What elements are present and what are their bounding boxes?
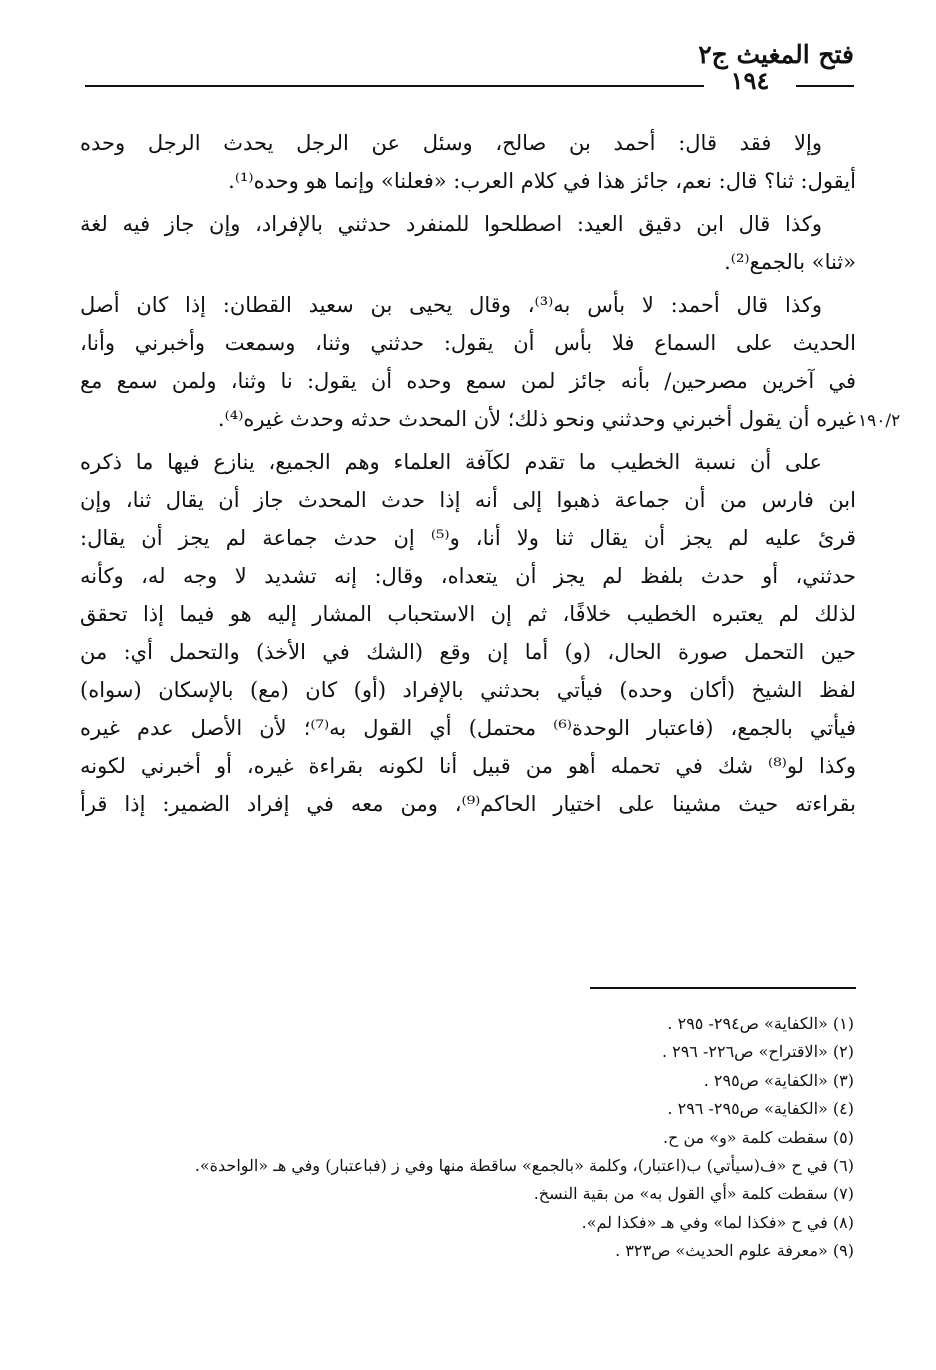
footnotes xyxy=(74,1010,854,1266)
main-text xyxy=(80,124,856,823)
text-line: «ثنا» بالجمع⁽²⁾. xyxy=(724,250,856,274)
text-line: لفظ الشيخ (أكان وحده) فيأتي بحدثني بالإفراد (أو) كان (مع) بالإسكان (سواه) xyxy=(80,678,856,702)
text-line: فيأتي بالجمع، (فاعتبار الوحدة⁽⁶⁾ محتمل) أي القول به⁽⁷⁾؛ لأن الأصل عدم غيره xyxy=(80,716,856,740)
footnote: (٣) «الكفاية» ص٢٩٥ . xyxy=(703,1070,854,1090)
running-header-title: فتح المغيث ج٢ xyxy=(698,40,854,69)
footnote: (٢) «الاقتراح» ص٢٢٦- ٢٩٦ . xyxy=(661,1042,854,1062)
header-rule-right xyxy=(796,85,854,87)
footnote: (٧) سقطت كلمة «أي القول به» من بقية النسخ. xyxy=(533,1184,854,1204)
footnote: (٨) في ح «فكذا لما» وفي هـ «فكذا لم». xyxy=(581,1212,854,1232)
text-line: في آخرين مصرحين/ بأنه جائز لمن سمع وحده أن يقول: نا وثنا، ولمن سمع مع xyxy=(80,369,856,393)
text-line: وكذا لو⁽⁸⁾ شك في تحمله أهو من قبيل أنا لكونه بقراءة غيره، أو أخبرني لكونه xyxy=(80,754,857,778)
text-line: الحديث على السماع فلا بأس أن يقول: حدثني وثنا، وسمعت وأخبرني وأنا، xyxy=(80,331,856,355)
margin-reference: ١٩٠/٢ xyxy=(858,411,901,431)
text-line: أيقول: ثنا؟ قال: نعم، جائز هذا في كلام العرب: «فعلنا» وإنما هو وحده⁽¹⁾. xyxy=(228,169,856,193)
text-line: وكذا قال أحمد: لا بأس به⁽³⁾، وقال يحيى بن سعيد القطان: إذا كان أصل xyxy=(80,293,822,317)
header-rule-left xyxy=(85,85,704,87)
footnote: (٩) «معرفة علوم الحديث» ص٣٢٣ . xyxy=(615,1241,854,1261)
text-line: حدثني، أو حدث بلفظ لم يجز أن يتعداه، وقال: إنه تشديد لا وجه له، وكأنه xyxy=(80,564,856,588)
footnote: (٦) في ح «ف(سيأتي) ب(اعتبار)، وكلمة «بالجمع» ساقطة منها وفي ز (فباعتبار) وفي هـ «الواحدة». xyxy=(194,1155,854,1175)
text-line: وكذا قال ابن دقيق العيد: اصطلحوا للمنفرد حدثني بالإفراد، وإن جاز فيه لغة xyxy=(80,212,822,236)
text-line: غيره أن يقول أخبرني وحدثني ونحو ذلك؛ لأن المحدث حدثه وحدث غيره⁽⁴⁾. xyxy=(217,407,856,431)
text-line: بقراءته حيث مشينا على اختيار الحاكم⁽⁹⁾، ومن معه في إفراد الضمير: إذا قرأ xyxy=(80,792,856,816)
footnote: (٤) «الكفاية» ص٢٩٥- ٢٩٦ . xyxy=(667,1099,854,1119)
footnote: (١) «الكفاية» ص٢٩٤- ٢٩٥ . xyxy=(667,1014,854,1033)
page-number: ١٩٤ xyxy=(730,66,770,95)
text-line: لذلك لم يعتبره الخطيب خلافًا، ثم إن الاستحباب المشار إليه هو فيما إذا تحقق xyxy=(80,602,856,626)
footnote-separator xyxy=(590,987,856,989)
text-line: قرئ عليه لم يجز أن يقال ثنا ولا أنا، و⁽⁵⁾ إن حدث جماعة لم يجز أن يقال: xyxy=(80,526,856,550)
text-line: حين التحمل صورة الحال، (و) أما إن وقع (الشك في الأخذ) والتحمل أي: من xyxy=(80,640,856,664)
text-line: ابن فارس من أن جماعة ذهبوا إلى أنه إذا حدث المحدث جاز أن يقال ثنا، وإن xyxy=(80,488,856,512)
footnote: (٥) سقطت كلمة «و» من ح. xyxy=(662,1127,854,1147)
text-line: على أن نسبة الخطيب ما تقدم لكآفة العلماء وهم الجميع، ينازع فيها ما ذكره xyxy=(80,450,822,474)
text-line: وإلا فقد قال: أحمد بن صالح، وسئل عن الرجل يحدث الرجل وحده xyxy=(80,131,822,155)
